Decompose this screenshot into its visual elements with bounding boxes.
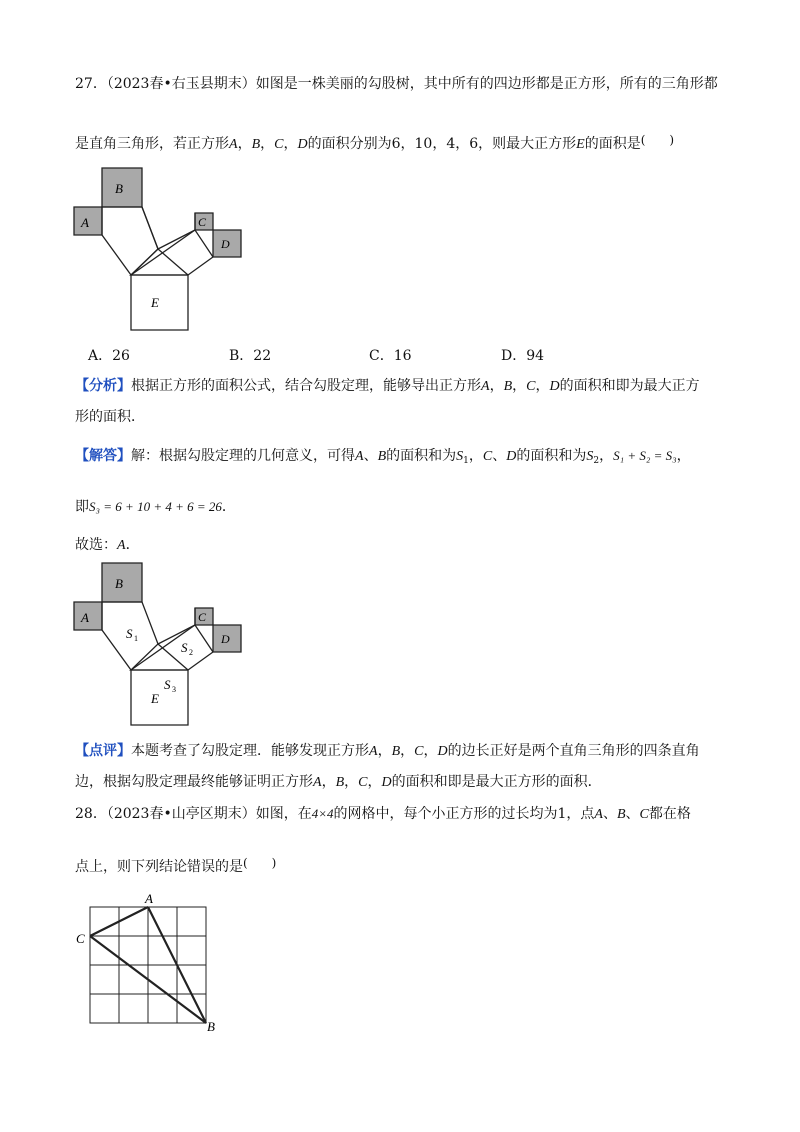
label-s3: S (164, 677, 171, 692)
label-s2: S (181, 640, 188, 655)
var-c: C (274, 137, 284, 152)
equation-2: S₃ = 6 + 10 + 4 + 6 = 26 (89, 499, 222, 514)
comment-tag: 【点评】 (75, 743, 131, 759)
answer-line1 (75, 446, 691, 471)
answer-text-f: 的面积和为 (516, 448, 587, 464)
q27-line2-text-b: 的面积分别为6，10，4，6，则最大正方形 (307, 136, 577, 152)
sep: ， (377, 743, 392, 759)
var-c: C (482, 449, 493, 464)
q28-text-a: 28．（2023春•山亭区期末）如图，在 (75, 806, 312, 822)
analysis-text-a: 根据正方形的面积公式，结合勾股定理，能够导出正方形 (131, 378, 481, 394)
option-a[interactable]: A．26 (88, 348, 130, 364)
square-e (131, 275, 188, 330)
q28-line2 (75, 853, 276, 877)
var-d: D (297, 137, 308, 152)
q27-line1: 27．（2023春•右玉县期末）如图是一株美丽的勾股树，其中所有的四边形都是正方形，所有的三角形都 (75, 76, 718, 92)
equation-1: S₁ + S₂ = S₃ (613, 448, 677, 463)
label-d: D (221, 632, 230, 646)
sep: ， (535, 378, 550, 394)
var-a: A (594, 807, 603, 822)
label-b: B (115, 576, 123, 591)
var-a: A (369, 744, 378, 759)
sep: 、 (602, 806, 617, 822)
sep: 、 (625, 806, 640, 822)
grid-label-a: A (145, 891, 153, 906)
sep: ， (468, 448, 483, 464)
s1: S (456, 449, 464, 464)
label-s3-sub: 3 (172, 685, 176, 694)
analysis-line2: 形的面积． (75, 409, 145, 425)
label-e: E (151, 295, 159, 310)
label-c: C (198, 215, 207, 229)
label-d: D (221, 237, 230, 251)
sep: ， (367, 774, 382, 790)
option-d[interactable]: D．94 (501, 348, 545, 364)
label-s2-sub: 2 (189, 648, 193, 657)
var-c: C (526, 379, 536, 394)
var-a: A (355, 449, 364, 464)
option-c[interactable]: C．16 (369, 348, 412, 364)
comment-text-2a: 边，根据勾股定理最终能够证明正方形 (75, 774, 313, 790)
label-s1-sub: 1 (134, 634, 138, 643)
answer-paren: ( ) (640, 133, 675, 147)
period: ． (125, 537, 140, 553)
sep: ， (512, 378, 527, 394)
sep: ， (676, 448, 691, 464)
square-s1 (102, 207, 158, 275)
label-s1: S (126, 626, 133, 641)
label-e: E (151, 691, 159, 706)
sep: ， (489, 378, 504, 394)
label-a: A (81, 610, 89, 625)
q28-text-e: 都在格 (648, 806, 691, 822)
var-b: B (335, 775, 345, 790)
var-b: B (391, 744, 401, 759)
comment-line2 (75, 772, 602, 793)
grid-label-b: B (207, 1019, 215, 1034)
sep: ， (344, 774, 359, 790)
var-b: B (503, 379, 513, 394)
answer-paren: ( ) (243, 856, 277, 870)
answer-line2 (75, 497, 236, 517)
comment-text-b: 的边长正好是两个直角三角形的四条直角 (447, 743, 700, 759)
q28-text-b: 的网格中，每个小正方形的过长均为1，点 (333, 806, 595, 822)
q27-line2-text-c: 的面积是 (584, 136, 641, 152)
var-d: D (549, 379, 560, 394)
comment-text-a: 本题考查了勾股定理．能够发现正方形 (131, 743, 369, 759)
var-c: C (358, 775, 368, 790)
var-d: D (437, 744, 448, 759)
comment-line1 (75, 741, 700, 762)
label-a: A (81, 215, 89, 230)
sep: 、 (363, 448, 378, 464)
answer-text-2a: 即 (75, 499, 89, 515)
choice-text: 故选： (75, 537, 117, 553)
grid-triangle-figure (70, 890, 230, 1035)
var-d: D (381, 775, 392, 790)
q28-line2-text: 点上，则下列结论错误的是 (75, 859, 243, 875)
q27-line2 (75, 130, 674, 155)
sep: ， (283, 136, 298, 152)
var-c: C (639, 807, 649, 822)
sep: ， (260, 136, 275, 152)
sep: ， (599, 448, 614, 464)
analysis-line1 (75, 376, 700, 397)
label-c: C (198, 610, 207, 624)
sep: ， (321, 774, 336, 790)
choice-line (75, 535, 140, 556)
answer-text-c: 的面积和为 (386, 448, 457, 464)
comment-text-2b: 的面积和即是最大正方形的面积． (391, 774, 602, 790)
grid-size: 4×4 (311, 806, 334, 821)
analysis-text-b: 的面积和即为最大正方 (559, 378, 700, 394)
var-b: B (377, 449, 387, 464)
sep: ， (237, 136, 252, 152)
var-b: B (616, 807, 626, 822)
var-a: A (229, 137, 238, 152)
answer-text-a: 解：根据勾股定理的几何意义，可得 (131, 448, 355, 464)
sep: 、 (492, 448, 507, 464)
var-a: A (117, 538, 126, 553)
grid-label-c: C (76, 931, 85, 946)
var-e: E (576, 137, 585, 152)
s2: S (586, 449, 594, 464)
sep: ， (400, 743, 415, 759)
s2-sub: 2 (593, 456, 600, 466)
var-c: C (414, 744, 424, 759)
var-d: D (506, 449, 517, 464)
answer-tag: 【解答】 (75, 448, 131, 464)
analysis-tag: 【分析】 (75, 378, 131, 394)
label-b: B (115, 181, 123, 196)
var-b: B (251, 137, 261, 152)
pythagoras-tree-figure-labeled (70, 560, 250, 730)
sep: ， (423, 743, 438, 759)
pythagoras-tree-figure (70, 165, 250, 335)
var-a: A (481, 379, 490, 394)
option-b[interactable]: B．22 (229, 348, 272, 364)
square-s2 (131, 230, 213, 275)
var-a: A (313, 775, 322, 790)
period: ． (221, 499, 236, 515)
q28-line1 (75, 804, 691, 825)
s1-sub: 1 (463, 456, 469, 466)
q27-line2-text-a: 是直角三角形，若正方形 (75, 136, 229, 152)
